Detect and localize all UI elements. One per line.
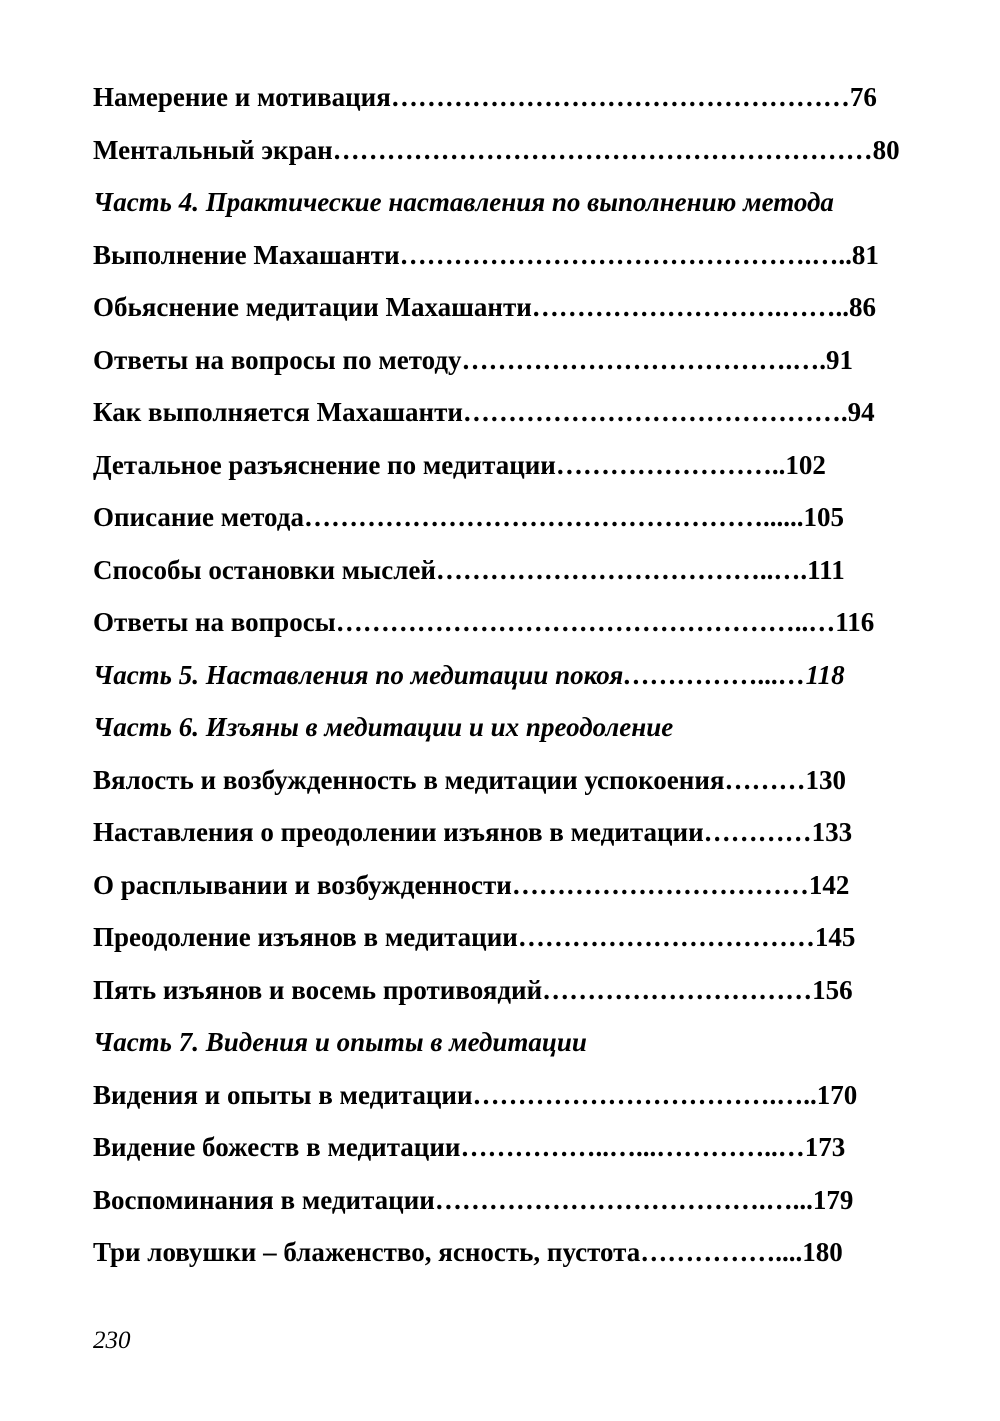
toc-entry-detailed-explanation: Детальное разъяснение по медитации……………………..102 — [93, 449, 826, 480]
toc-entry-memories: Воспоминания в медитации……………………………….…...179 — [93, 1184, 854, 1215]
toc-entry-method-questions: Ответы на вопросы по методу……………………………….….91 — [93, 344, 853, 375]
table-of-contents — [93, 75, 908, 1283]
toc-entry-visions: Видения и опыты в медитации…………………………….…..170 — [93, 1079, 858, 1110]
toc-entry-intention: Намерение и мотивация……………………………………………76 — [93, 82, 877, 112]
toc-part-7-heading: Часть 7. Видения и опыты в медитации — [93, 1027, 587, 1057]
toc-entry-mental-screen: Ментальный экран……………………………………………………80 — [93, 134, 900, 165]
toc-entry-overcoming-instructions: Наставления о преодолении изъянов в медитации…………133 — [93, 817, 853, 847]
toc-entry-how-mahashanti: Как выполняется Махашанти…………………………………….94 — [93, 397, 875, 427]
toc-entry-answers: Ответы на вопросы……………………………………………..…116 — [93, 607, 875, 637]
toc-part-4-heading: Часть 4. Практические наставления по выполнению метода — [93, 187, 834, 217]
page-number: 230 — [93, 1327, 131, 1354]
toc-part-5-heading: Часть 5. Наставления по медитации покоя……………...…118 — [93, 659, 845, 690]
toc-part-6-heading: Часть 6. Изъяны в медитации и их преодоление — [93, 712, 674, 742]
toc-entry-explanation-mahashanti: Обьяснение медитации Махашанти……………………….……..86 — [93, 292, 877, 322]
toc-entry-five-flaws: Пять изъянов и восемь противоядий…………………………156 — [93, 974, 853, 1005]
toc-entry-performing-mahashanti: Выполнение Махашанти……………………………………….…..81 — [93, 239, 879, 270]
toc-entry-overcoming-flaws: Преодоление изъянов в медитации……………………………145 — [93, 922, 856, 952]
toc-entry-stopping-thoughts: Способы остановки мыслей………………………………..….111 — [93, 554, 845, 585]
toc-entry-method-description: Описание метода……………………………………………......105 — [93, 502, 844, 532]
toc-entry-blurring: О расплывании и возбужденности……………………………142 — [93, 869, 850, 900]
toc-entry-sluggishness: Вялость и возбужденность в медитации успокоения………130 — [93, 764, 847, 795]
toc-entry-deities: Видение божеств в медитации……………..…...…………..…173 — [93, 1132, 846, 1162]
toc-entry-three-traps: Три ловушки – блаженство, ясность, пустота……………....180 — [93, 1237, 843, 1267]
